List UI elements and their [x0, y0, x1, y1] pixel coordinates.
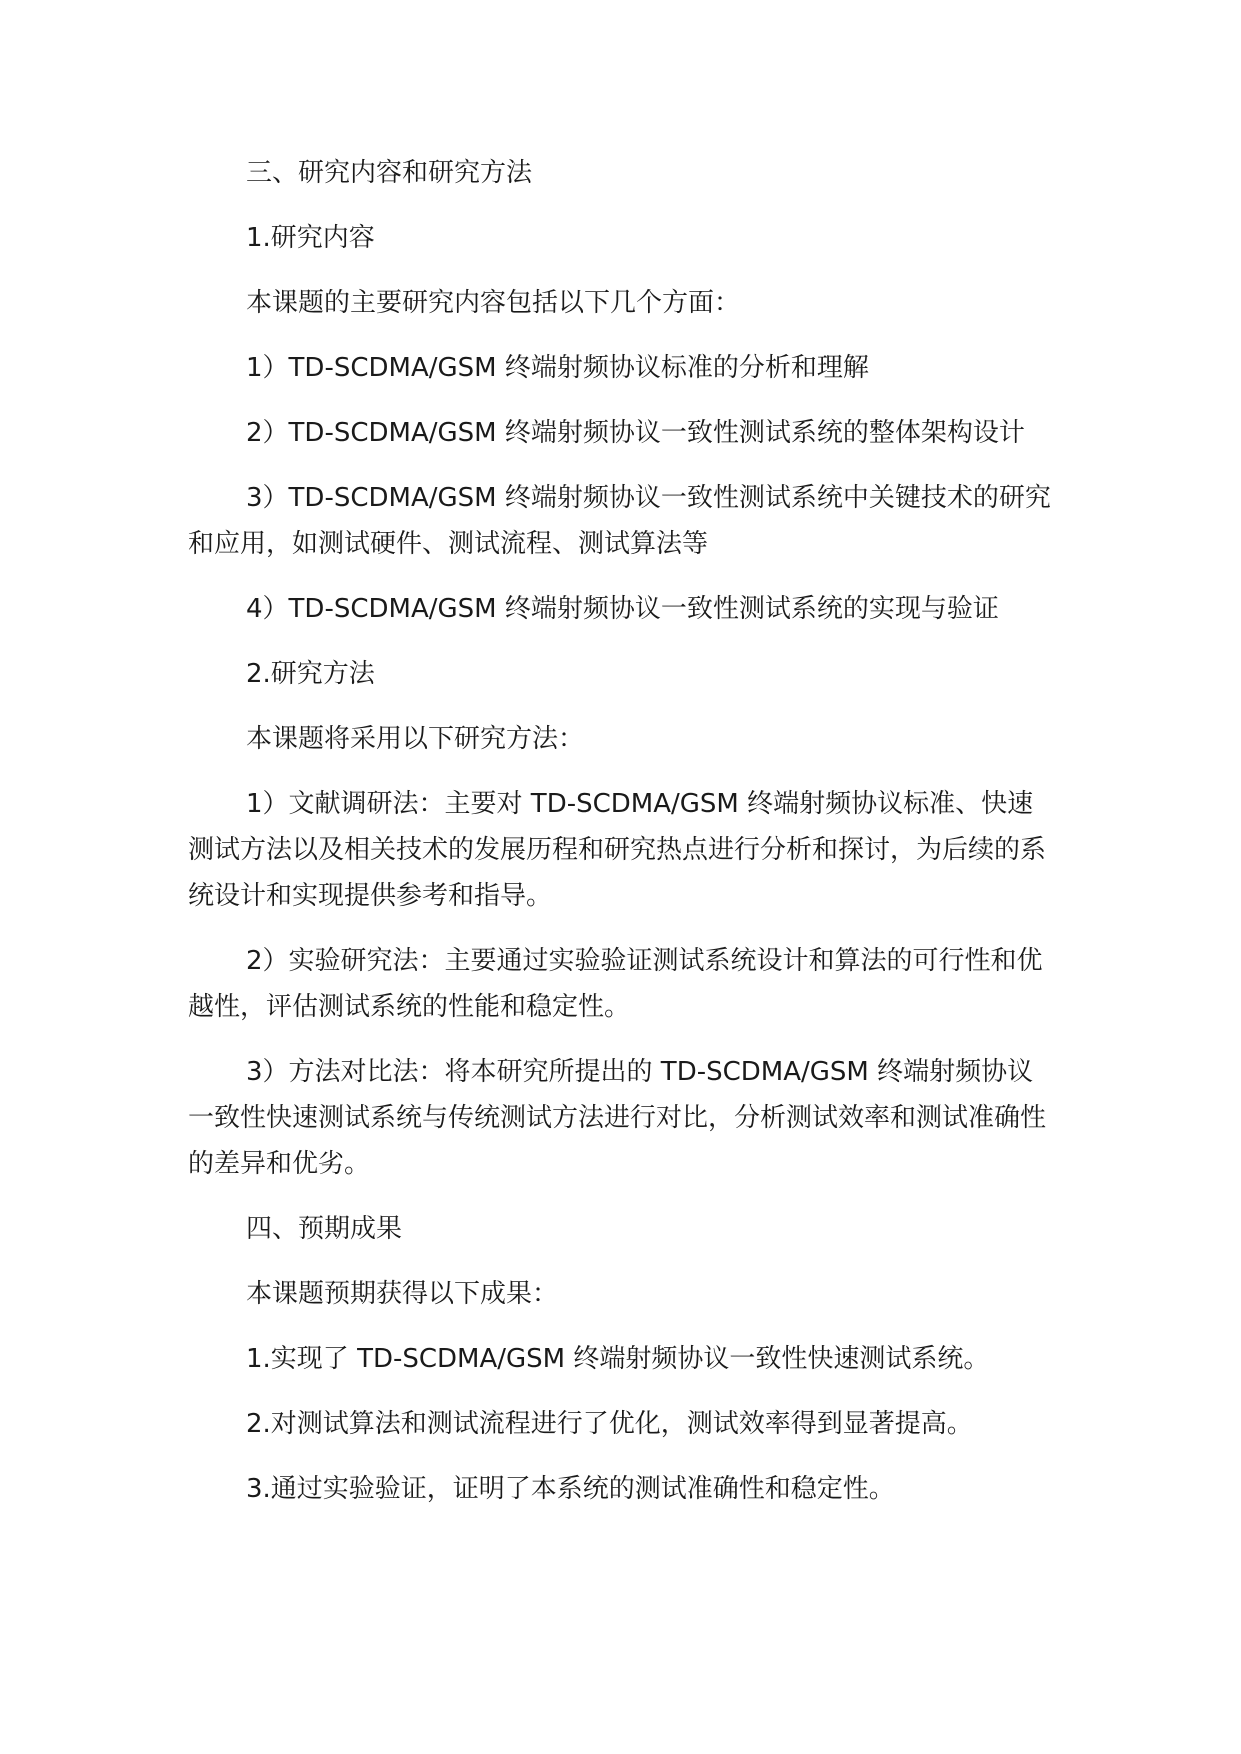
subheading-research-method: 2.研究方法: [246, 659, 375, 689]
list-item-result-1: 1.实现了 TD-SCDMA/GSM 终端射频协议一致性快速测试系统。: [246, 1344, 990, 1374]
section-heading-results: 四、预期成果: [246, 1214, 403, 1244]
paragraph-intro-content: 本课题的主要研究内容包括以下几个方面：: [246, 288, 741, 318]
document-body: [188, 150, 1058, 1531]
list-item-content-4: 4）TD-SCDMA/GSM 终端射频协议一致性测试系统的实现与验证: [246, 594, 999, 624]
list-item-method-2: 2）实验研究法：主要通过实验验证测试系统设计和算法的可行性和优越性，评估测试系统的性能和稳定性。: [188, 946, 1043, 1022]
list-item-content-3: 3）TD-SCDMA/GSM 终端射频协议一致性测试系统中关键技术的研究和应用，如测试硬件、测试流程、测试算法等: [188, 483, 1051, 559]
list-item-content-2: 2）TD-SCDMA/GSM 终端射频协议一致性测试系统的整体架构设计: [246, 418, 1025, 448]
list-item-result-3: 3.通过实验验证，证明了本系统的测试准确性和稳定性。: [246, 1474, 895, 1504]
list-item-method-3: 3）方法对比法：将本研究所提出的 TD-SCDMA/GSM 终端射频协议一致性快速测试系统与传统测试方法进行对比，分析测试效率和测试准确性的差异和优劣。: [188, 1057, 1047, 1179]
paragraph-intro-results: 本课题预期获得以下成果：: [246, 1279, 559, 1309]
section-heading-research: 三、研究内容和研究方法: [246, 158, 533, 188]
list-item-result-2: 2.对测试算法和测试流程进行了优化，测试效率得到显著提高。: [246, 1409, 973, 1439]
paragraph-intro-method: 本课题将采用以下研究方法：: [246, 724, 585, 754]
list-item-content-1: 1）TD-SCDMA/GSM 终端射频协议标准的分析和理解: [246, 353, 869, 383]
subheading-research-content: 1.研究内容: [246, 223, 375, 253]
list-item-method-1: 1）文献调研法：主要对 TD-SCDMA/GSM 终端射频协议标准、快速测试方法以及相关技术的发展历程和研究热点进行分析和探讨，为后续的系统设计和实现提供参考和指导。: [188, 789, 1047, 911]
